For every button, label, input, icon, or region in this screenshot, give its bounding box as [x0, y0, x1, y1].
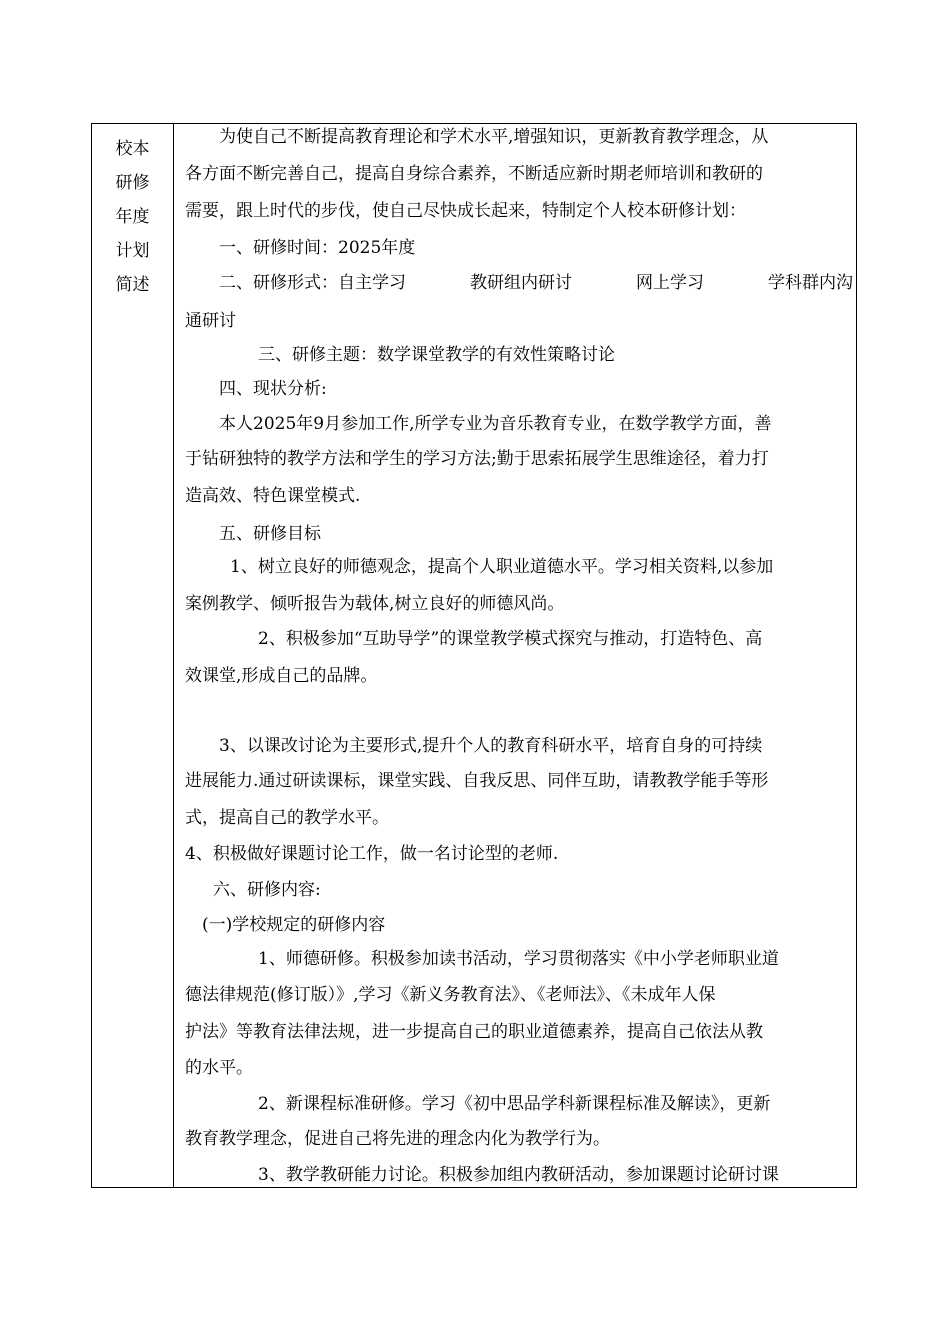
paragraph-line: 效课堂,形成自己的品牌。	[185, 666, 378, 686]
paragraph-line: 本人2025年9月参加工作,所学专业为音乐教育专业，在数学教学方面，善	[219, 414, 772, 434]
paragraph-line: 各方面不断完善自己，提高自身综合素养，不断适应新时期老师培训和教研的	[185, 164, 763, 184]
paragraph-line: 2、新课程标准研修。学习《初中思品学科新课程标准及解读》，更新	[258, 1094, 771, 1114]
paragraph-line: 4、积极做好课题讨论工作，做一名讨论型的老师.	[185, 844, 559, 864]
paragraph-line: 进展能力.通过研读课标，课堂实践、自我反思、同伴互助，请教教学能手等形	[185, 771, 769, 791]
label-line: 校本	[115, 139, 150, 159]
paragraph-line: 1、师德研修。积极参加读书活动，学习贯彻落实《中小学老师职业道	[258, 949, 779, 969]
section-heading: 一、研修时间：2025年度	[219, 238, 416, 258]
paragraph-line: 德法律规范(修订版）》,学习《新义务教育法》、《老师法》、《未成年人保	[185, 985, 716, 1005]
paragraph-line: 的水平。	[185, 1058, 253, 1078]
section-heading: 五、研修目标	[219, 524, 321, 544]
paragraph-line: 教育教学理念，促进自己将先进的理念内化为教学行为。	[185, 1129, 610, 1149]
paragraph-line: 于钻研独特的教学方法和学生的学习方法;勤于思索拓展学生思维途径，着力打	[185, 449, 769, 469]
label-line: 年度	[115, 207, 150, 227]
paragraph-line: 通研讨	[185, 311, 236, 331]
paragraph-line: 式，提高自己的教学水平。	[185, 808, 389, 828]
study-form-item: 二、研修形式：自主学习	[219, 273, 406, 293]
label-line: 计划	[115, 241, 150, 261]
study-form-item: 学科群内沟	[768, 273, 853, 293]
paragraph-line: 需要，跟上时代的步伐，使自己尽快成长起来，特制定个人校本研修计划：	[185, 201, 746, 221]
study-form-item: 教研组内研讨	[470, 273, 572, 293]
section-heading: 六、研修内容:	[213, 880, 321, 900]
study-forms-line	[219, 273, 853, 293]
label-line: 简述	[115, 275, 150, 295]
section-heading: 三、研修主题：数学课堂教学的有效性策略讨论	[258, 345, 615, 365]
subsection-heading: (一)学校规定的研修内容	[202, 915, 386, 935]
label-line: 研修	[115, 173, 150, 193]
paragraph-line: 1、树立良好的师德观念，提高个人职业道德水平。学习相关资料,以参加	[230, 557, 774, 577]
row-label	[92, 132, 173, 302]
column-divider	[173, 124, 174, 1187]
study-form-item: 网上学习	[636, 273, 704, 293]
paragraph-line: 3、以课改讨论为主要形式,提升个人的教育科研水平，培育自身的可持续	[219, 736, 763, 756]
plan-table	[91, 123, 857, 1188]
paragraph-line: 2、积极参加“互助导学”的课堂教学模式探究与推动，打造特色、高	[258, 629, 763, 649]
paragraph-line: 案例教学、倾听报告为载体,树立良好的师德风尚。	[185, 594, 565, 614]
paragraph-line: 造高效、特色课堂模式.	[185, 486, 361, 506]
paragraph-line: 护法》等教育法律法规，进一步提高自己的职业道德素养，提高自己依法从教	[185, 1022, 763, 1042]
section-heading: 四、现状分析:	[219, 379, 327, 399]
paragraph-line: 为使自己不断提高教育理论和学术水平,增强知识，更新教育教学理念，从	[219, 127, 769, 147]
paragraph-line: 3、教学教研能力讨论。积极参加组内教研活动，参加课题讨论研讨课	[258, 1165, 779, 1185]
